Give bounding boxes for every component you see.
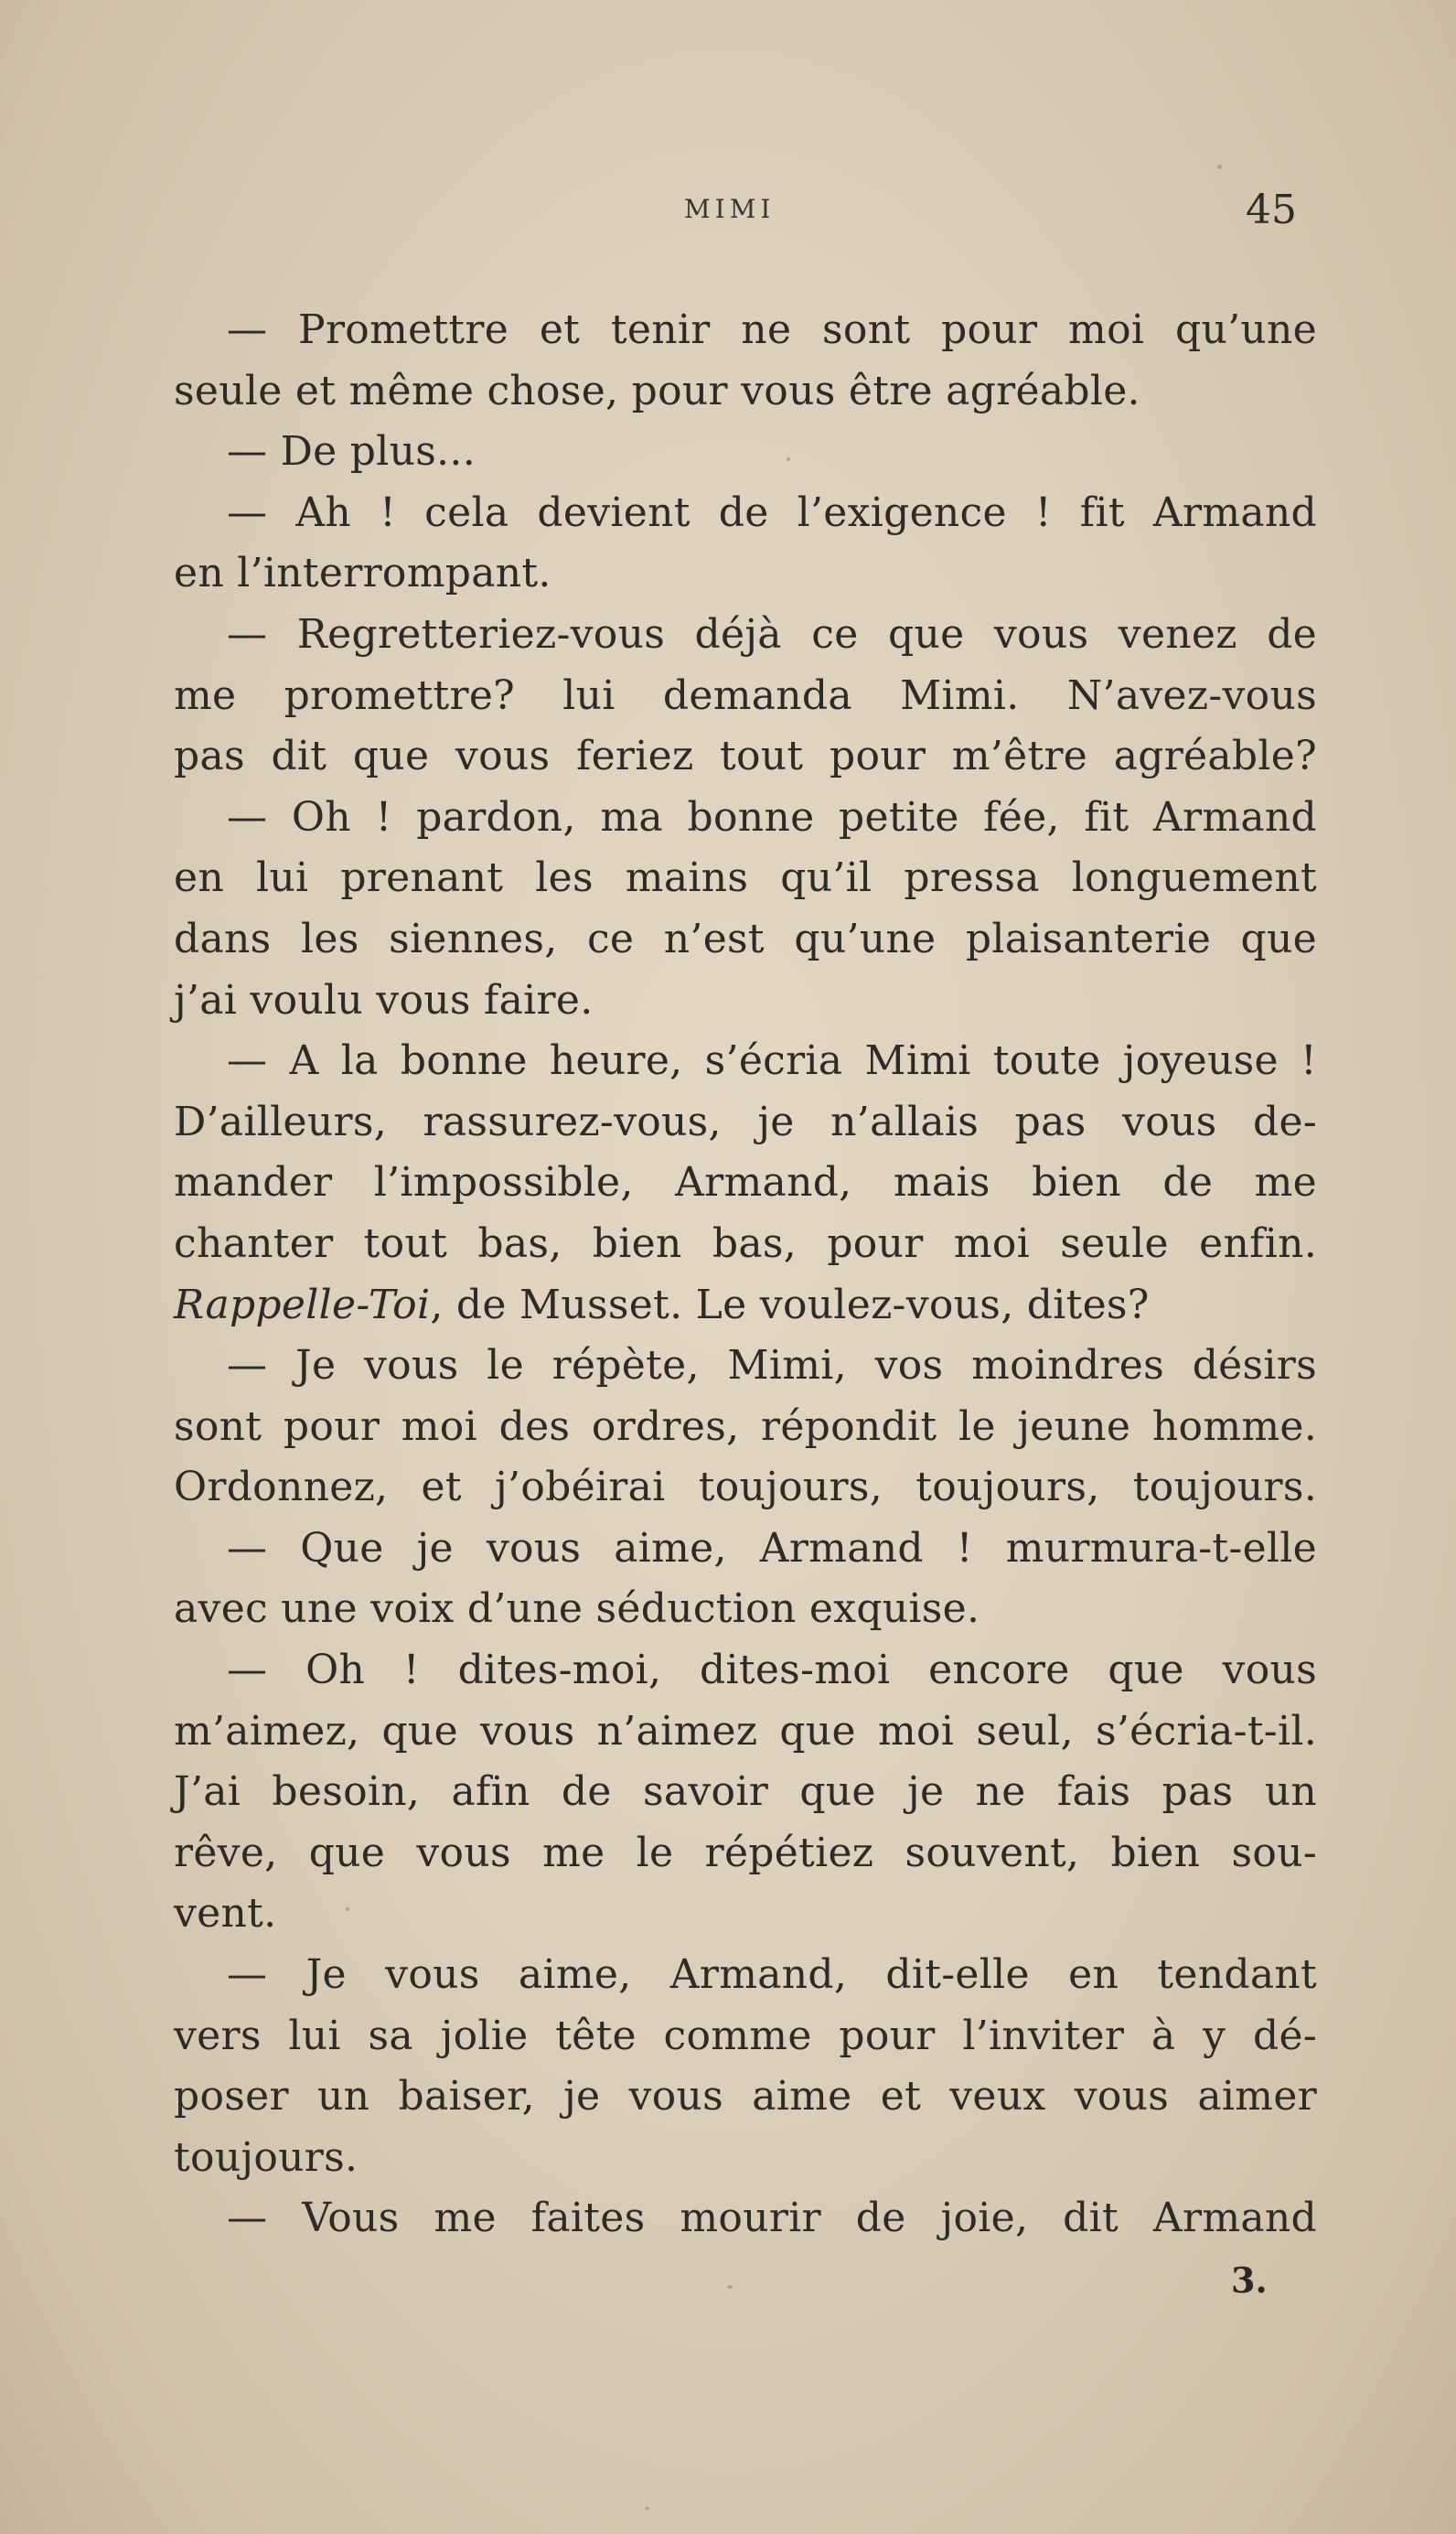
- text-line: — A la bonne heure, s’écria Mimi toute joyeuse !: [227, 1037, 1317, 1085]
- text-line: dans les siennes, ce n’est qu’une plaisanterie que: [174, 915, 1317, 962]
- text-line: j’ai voulu vous faire.: [174, 976, 594, 1024]
- text-line: — Je vous le répète, Mimi, vos moindres désirs: [227, 1342, 1317, 1390]
- text-line: — Vous me faites mourir de joie, dit Armand: [227, 2195, 1317, 2242]
- page-number: 45: [1246, 187, 1297, 233]
- text-line: en l’interrompant.: [174, 550, 551, 597]
- running-head: [0, 187, 1456, 232]
- text-line: — Oh ! dites-moi, dites-moi encore que vous: [227, 1647, 1317, 1694]
- text-line: — Ah ! cela devient de l’exigence ! fit Armand: [227, 489, 1317, 536]
- text-line: — De plus...: [227, 428, 476, 476]
- text-line: J’ai besoin, afin de savoir que je ne fais pas un: [174, 1768, 1317, 1816]
- text-line: sont pour moi des ordres, répondit le jeune homme.: [174, 1402, 1317, 1450]
- italic-title: Rappelle-Toi: [174, 1281, 431, 1328]
- text-line: — Je vous aime, Armand, dit-elle en tendant: [227, 1951, 1317, 1999]
- text-line: [174, 1275, 1317, 1337]
- text-line: m’aimez, que vous n’aimez que moi seul, s’écria-t-il.: [174, 1707, 1317, 1755]
- text-line: pas dit que vous feriez tout pour m’être agréable?: [174, 733, 1317, 780]
- text-line: vers lui sa jolie tête comme pour l’inviter à y dé-: [174, 2012, 1317, 2059]
- paper-speck: [727, 2285, 733, 2289]
- text-line: — Que je vous aime, Armand ! murmura-t-elle: [227, 1524, 1317, 1572]
- text-line: me promettre? lui demanda Mimi. N’avez-vous: [174, 671, 1317, 719]
- text-line: en lui prenant les mains qu’il pressa longuement: [174, 854, 1317, 902]
- text-line: — Oh ! pardon, ma bonne petite fée, fit Armand: [227, 793, 1317, 841]
- text-line: — Promettre et tenir ne sont pour moi qu’une: [227, 306, 1317, 353]
- text-line: toujours.: [174, 2133, 359, 2181]
- text-line: rêve, que vous me le répétiez souvent, bien sou-: [174, 1829, 1317, 1876]
- text-line: Ordonnez, et j’obéirai toujours, toujours, toujours.: [174, 1464, 1317, 1511]
- text-line: poser un baiser, je vous aime et veux vous aimer: [174, 2073, 1317, 2121]
- body-text: [174, 300, 1317, 2249]
- text-line: vent.: [174, 1890, 277, 1938]
- paper-speck: [346, 1907, 349, 1911]
- running-title: MIMI: [684, 194, 776, 224]
- signature-mark: 3.: [1231, 2260, 1268, 2301]
- paper-speck: [787, 457, 790, 461]
- text-line: — Regretteriez-vous déjà ce que vous venez de: [227, 610, 1317, 658]
- text-line: chanter tout bas, bien bas, pour moi seule enfin.: [174, 1219, 1317, 1267]
- text-line: mander l’impossible, Armand, mais bien de me: [174, 1159, 1317, 1207]
- paper-speck: [645, 2507, 649, 2510]
- text-line: avec une voix d’une séduction exquise.: [174, 1585, 980, 1633]
- paper-speck: [1217, 165, 1222, 169]
- text-line: seule et même chose, pour vous être agréable.: [174, 367, 1140, 414]
- text-line: D’ailleurs, rassurez-vous, je n’allais pas vous de-: [174, 1098, 1317, 1145]
- text-line-rest: , de Musset. Le voulez-vous, dites?: [430, 1281, 1150, 1328]
